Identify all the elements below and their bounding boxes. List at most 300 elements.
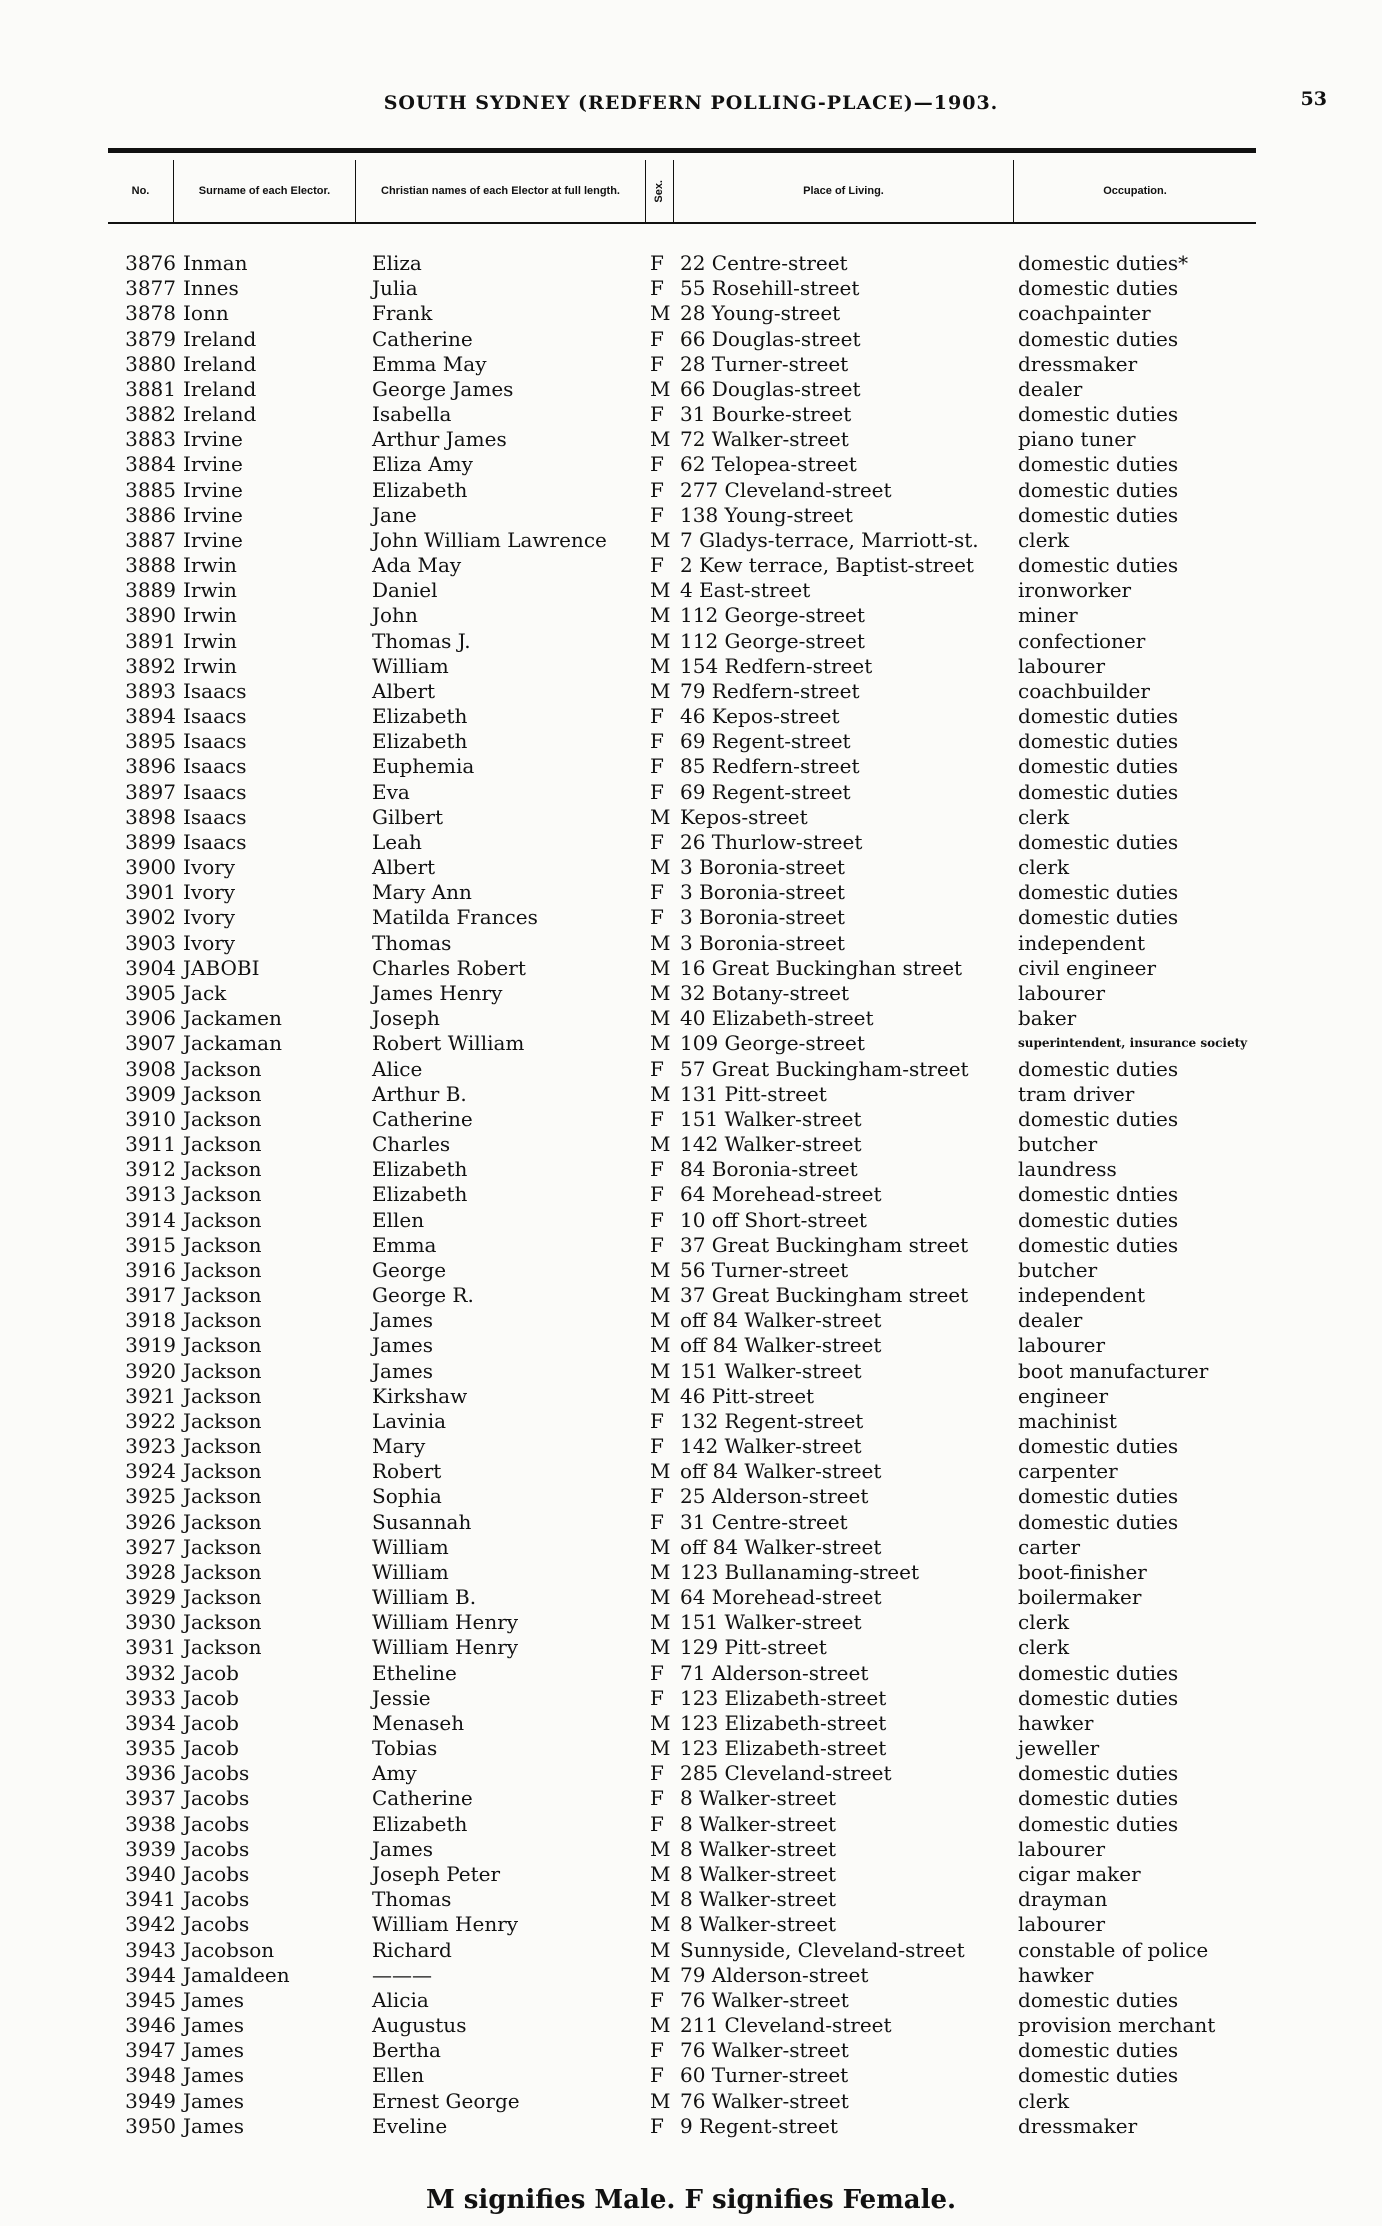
elector-number: 3891 <box>125 628 176 653</box>
elector-number: 3938 <box>125 1811 176 1836</box>
elector-occupation: domestic duties <box>1018 829 1179 854</box>
elector-christian-names: Ellen <box>372 1207 425 1232</box>
elector-sex: M <box>650 1358 671 1383</box>
table-row <box>0 1182 1382 1207</box>
elector-place: 84 Boronia-street <box>680 1157 858 1182</box>
elector-number: 3911 <box>125 1132 176 1157</box>
elector-christian-names: William Henry <box>372 1635 519 1660</box>
elector-place: 8 Walker-street <box>680 1811 837 1836</box>
elector-surname: Ireland <box>183 326 257 351</box>
elector-number: 3913 <box>125 1182 176 1207</box>
table-row <box>0 905 1382 930</box>
elector-place: 112 George-street <box>680 628 865 653</box>
elector-surname: Irvine <box>183 452 243 477</box>
elector-occupation: independent <box>1018 1283 1145 1308</box>
elector-place: 25 Alderson-street <box>680 1484 869 1509</box>
elector-place: 62 Telopea-street <box>680 452 857 477</box>
table-row <box>0 880 1382 905</box>
elector-sex: F <box>650 754 664 779</box>
elector-occupation: clerk <box>1018 855 1070 880</box>
elector-number: 3922 <box>125 1408 176 1433</box>
table-row <box>0 1333 1382 1358</box>
elector-occupation: cigar maker <box>1018 1862 1141 1886</box>
elector-sex: F <box>650 553 664 578</box>
table-row <box>0 654 1382 679</box>
table-row <box>0 1208 1382 1233</box>
elector-surname: Jackson <box>183 1610 262 1635</box>
elector-sex: F <box>650 1811 664 1836</box>
table-row <box>0 629 1382 654</box>
table-row <box>0 503 1382 528</box>
elector-sex: M <box>650 527 671 552</box>
elector-place: 32 Botany-street <box>680 980 850 1005</box>
elector-number: 3943 <box>125 1937 176 1962</box>
elector-surname: Isaacs <box>183 704 247 729</box>
elector-place: 85 Redfern-street <box>680 754 860 779</box>
elector-occupation: domestic duties <box>1018 1434 1179 1459</box>
elector-number: 3923 <box>125 1434 176 1459</box>
elector-occupation: clerk <box>1018 2088 1070 2113</box>
elector-place: 10 off Short-street <box>680 1207 867 1232</box>
elector-surname: Jacobs <box>183 1912 250 1937</box>
column-header-occupation: Occupation. <box>1103 184 1167 197</box>
elector-christian-names: George <box>372 1257 447 1282</box>
table-row <box>0 603 1382 628</box>
elector-sex: F <box>650 2113 664 2138</box>
table-row <box>0 855 1382 880</box>
elector-surname: Jackson <box>183 1056 262 1081</box>
elector-christian-names: Elizabeth <box>372 1157 468 1182</box>
elector-place: 46 Kepos-street <box>680 704 840 729</box>
elector-number: 3940 <box>125 1862 176 1886</box>
elector-surname: Isaacs <box>183 804 247 829</box>
elector-surname: James <box>183 2063 245 2088</box>
elector-place: 79 Alderson-street <box>680 1962 869 1987</box>
elector-sex: M <box>650 1610 671 1635</box>
elector-occupation: engineer <box>1018 1383 1109 1408</box>
elector-christian-names: Frank <box>372 301 433 326</box>
elector-place: 40 Elizabeth-street <box>680 1006 874 1031</box>
elector-place: 71 Alderson-street <box>680 1660 869 1685</box>
elector-occupation: domestic dnties <box>1018 1182 1179 1207</box>
column-header-sex-label: Sex. <box>653 179 666 203</box>
elector-occupation: domestic duties <box>1018 502 1179 527</box>
elector-christian-names: Ada May <box>372 553 462 578</box>
elector-christian-names: Euphemia <box>372 754 475 779</box>
elector-number: 3888 <box>125 553 176 578</box>
elector-occupation: coachbuilder <box>1018 678 1150 703</box>
elector-list <box>0 251 1382 2139</box>
elector-surname: Ivory <box>183 905 236 930</box>
elector-christian-names: Jane <box>372 502 417 527</box>
elector-place: 151 Walker-street <box>680 1106 862 1131</box>
elector-number: 3937 <box>125 1786 176 1811</box>
elector-surname: Isaacs <box>183 678 247 703</box>
elector-number: 3885 <box>125 477 176 502</box>
elector-surname: Jacob <box>183 1736 239 1761</box>
elector-christian-names: Mary <box>372 1434 426 1459</box>
elector-sex: M <box>650 1383 671 1408</box>
page-title: SOUTH SYDNEY (REDFERN POLLING-PLACE)—1903. <box>383 92 999 114</box>
elector-place: 31 Centre-street <box>680 1509 848 1534</box>
elector-place: 285 Cleveland-street <box>680 1761 892 1786</box>
elector-occupation: clerk <box>1018 527 1070 552</box>
elector-occupation: domestic duties <box>1018 276 1179 301</box>
elector-christian-names: Albert <box>372 855 436 880</box>
elector-place: 66 Douglas-street <box>680 326 861 351</box>
elector-number: 3896 <box>125 754 176 779</box>
elector-christian-names: Robert William <box>372 1031 525 1056</box>
elector-christian-names: Charles <box>372 1132 451 1157</box>
elector-occupation: domestic duties <box>1018 704 1179 729</box>
elector-sex: M <box>650 376 671 401</box>
elector-occupation: constable of police <box>1018 1937 1209 1962</box>
elector-sex: F <box>650 1987 664 2012</box>
elector-number: 3947 <box>125 2038 176 2063</box>
elector-sex: M <box>650 678 671 703</box>
elector-christian-names: Elizabeth <box>372 477 468 502</box>
elector-number: 3915 <box>125 1232 176 1257</box>
elector-surname: Innes <box>183 276 239 301</box>
table-row <box>0 1938 1382 1963</box>
elector-christian-names: William <box>372 653 449 678</box>
elector-place: 3 Boronia-street <box>680 880 845 905</box>
column-header-row <box>108 160 1256 224</box>
elector-christian-names: Richard <box>372 1937 452 1962</box>
elector-surname: Irvine <box>183 427 243 452</box>
elector-place: 112 George-street <box>680 603 865 628</box>
elector-surname: Jamaldeen <box>183 1962 290 1987</box>
elector-place: Sunnyside, Cleveland-street <box>680 1937 965 1962</box>
table-row <box>0 704 1382 729</box>
table-row <box>0 427 1382 452</box>
elector-christian-names: Elizabeth <box>372 1811 468 1836</box>
elector-sex: F <box>650 1106 664 1131</box>
elector-christian-names: Tobias <box>372 1736 438 1761</box>
elector-sex: F <box>650 829 664 854</box>
elector-number: 3886 <box>125 502 176 527</box>
elector-place: 56 Turner-street <box>680 1257 849 1282</box>
elector-surname: Irvine <box>183 502 243 527</box>
table-row <box>0 1031 1382 1056</box>
elector-surname: Jackson <box>183 1333 262 1358</box>
elector-number: 3920 <box>125 1358 176 1383</box>
elector-sex: F <box>650 880 664 905</box>
elector-surname: Jackamen <box>183 1006 282 1031</box>
elector-sex: M <box>650 603 671 628</box>
elector-occupation: domestic duties <box>1018 452 1179 477</box>
elector-number: 3910 <box>125 1106 176 1131</box>
table-row <box>0 301 1382 326</box>
elector-number: 3909 <box>125 1081 176 1106</box>
elector-christian-names: Emma <box>372 1232 437 1257</box>
elector-christian-names: Lavinia <box>372 1408 447 1433</box>
elector-christian-names: Elizabeth <box>372 704 468 729</box>
elector-sex: M <box>650 804 671 829</box>
elector-christian-names: William B. <box>372 1585 477 1610</box>
table-row <box>0 553 1382 578</box>
elector-christian-names: Eliza <box>372 251 422 275</box>
elector-number: 3931 <box>125 1635 176 1660</box>
sex-legend-footer: M signifies Male. F signifies Female. <box>425 2185 957 2215</box>
column-header-place: Place of Living. <box>674 160 1014 222</box>
table-row <box>0 931 1382 956</box>
elector-christian-names: Gilbert <box>372 804 444 829</box>
elector-occupation: domestic duties <box>1018 2063 1179 2088</box>
elector-place: 142 Walker-street <box>680 1132 862 1157</box>
elector-christian-names: Augustus <box>372 2013 467 2038</box>
table-row <box>0 578 1382 603</box>
elector-place: 79 Redfern-street <box>680 678 860 703</box>
elector-surname: Jackaman <box>183 1031 282 1056</box>
elector-number: 3900 <box>125 855 176 880</box>
elector-surname: Jacobson <box>183 1937 275 1962</box>
table-row <box>0 452 1382 477</box>
elector-number: 3914 <box>125 1207 176 1232</box>
elector-number: 3933 <box>125 1685 176 1710</box>
elector-sex: M <box>650 1132 671 1157</box>
elector-place: 16 Great Buckinghan street <box>680 955 963 980</box>
elector-christian-names: William <box>372 1559 449 1584</box>
elector-place: 64 Morehead-street <box>680 1585 882 1610</box>
table-row <box>0 1006 1382 1031</box>
elector-surname: Jacobs <box>183 1811 250 1836</box>
elector-sex: F <box>650 1182 664 1207</box>
elector-place: 154 Redfern-street <box>680 653 873 678</box>
elector-occupation: independent <box>1018 930 1145 955</box>
elector-number: 3904 <box>125 955 176 980</box>
elector-occupation: butcher <box>1018 1257 1098 1282</box>
elector-sex: M <box>650 1710 671 1735</box>
elector-sex: F <box>650 704 664 729</box>
elector-place: 28 Young-street <box>680 301 841 326</box>
elector-christian-names: William Henry <box>372 1610 519 1635</box>
elector-number: 3918 <box>125 1308 176 1333</box>
column-header-christian-names: Christian names of each Elector at full length. <box>356 160 646 222</box>
elector-number: 3877 <box>125 276 176 301</box>
elector-surname: Jacobs <box>183 1862 250 1886</box>
elector-place: 151 Walker-street <box>680 1610 862 1635</box>
elector-christian-names: Bertha <box>372 2038 441 2063</box>
elector-place: 3 Boronia-street <box>680 905 845 930</box>
elector-surname: Jacob <box>183 1710 239 1735</box>
table-row <box>0 1057 1382 1082</box>
elector-christian-names: Matilda Frances <box>372 905 538 930</box>
elector-number: 3928 <box>125 1559 176 1584</box>
elector-occupation: confectioner <box>1018 628 1146 653</box>
elector-occupation: hawker <box>1018 1710 1094 1735</box>
elector-christian-names: Thomas <box>372 1887 452 1912</box>
elector-occupation: domestic duties <box>1018 1987 1179 2012</box>
table-row <box>0 1258 1382 1283</box>
table-row <box>0 1283 1382 1308</box>
elector-surname: Jackson <box>183 1081 262 1106</box>
elector-place: 60 Turner-street <box>680 2063 849 2088</box>
table-row <box>0 1686 1382 1711</box>
elector-place: 46 Pitt-street <box>680 1383 815 1408</box>
elector-sex: M <box>650 2013 671 2038</box>
elector-surname: Jacobs <box>183 1761 250 1786</box>
elector-surname: Ireland <box>183 376 257 401</box>
elector-number: 3908 <box>125 1056 176 1081</box>
elector-place: 109 George-street <box>680 1031 865 1056</box>
elector-number: 3930 <box>125 1610 176 1635</box>
elector-sex: M <box>650 1836 671 1861</box>
elector-christian-names: Susannah <box>372 1509 472 1534</box>
table-row <box>0 729 1382 754</box>
elector-christian-names: Joseph <box>372 1006 440 1031</box>
elector-christian-names: William <box>372 1534 449 1559</box>
elector-christian-names: Eva <box>372 779 410 804</box>
elector-occupation: ironworker <box>1018 578 1132 603</box>
elector-occupation: clerk <box>1018 1635 1070 1660</box>
elector-christian-names: Julia <box>372 276 418 301</box>
elector-occupation: domestic duties <box>1018 553 1179 578</box>
elector-surname: James <box>183 2038 245 2063</box>
table-row <box>0 2114 1382 2139</box>
elector-occupation: machinist <box>1018 1408 1117 1433</box>
elector-occupation: provision merchant <box>1018 2013 1216 2038</box>
table-row <box>0 2089 1382 2114</box>
elector-occupation: miner <box>1018 603 1078 628</box>
elector-place: 55 Rosehill-street <box>680 276 860 301</box>
elector-surname: Jackson <box>183 1585 262 1610</box>
elector-occupation: piano tuner <box>1018 427 1136 452</box>
elector-number: 3880 <box>125 351 176 376</box>
elector-number: 3942 <box>125 1912 176 1937</box>
elector-sex: F <box>650 1685 664 1710</box>
elector-surname: Jacobs <box>183 1836 250 1861</box>
elector-occupation: labourer <box>1018 653 1106 678</box>
elector-number: 3902 <box>125 905 176 930</box>
table-row <box>0 1510 1382 1535</box>
elector-place: 22 Centre-street <box>680 251 848 275</box>
elector-sex: M <box>650 930 671 955</box>
table-row <box>0 1736 1382 1761</box>
elector-place: 8 Walker-street <box>680 1862 837 1886</box>
elector-number: 3932 <box>125 1660 176 1685</box>
elector-christian-names: Ernest George <box>372 2088 520 2113</box>
elector-surname: Jacob <box>183 1660 239 1685</box>
elector-surname: Irwin <box>183 653 237 678</box>
elector-occupation: domestic duties <box>1018 2038 1179 2063</box>
elector-place: 123 Elizabeth-street <box>680 1736 887 1761</box>
elector-christian-names: Emma May <box>372 351 487 376</box>
elector-sex: M <box>650 1962 671 1987</box>
elector-place: 69 Regent-street <box>680 779 851 804</box>
elector-occupation: domestic duties <box>1018 326 1179 351</box>
elector-occupation: domestic duties <box>1018 779 1179 804</box>
elector-sex: M <box>650 1862 671 1886</box>
elector-surname: Jackson <box>183 1635 262 1660</box>
elector-number: 3901 <box>125 880 176 905</box>
elector-sex: F <box>650 729 664 754</box>
table-row <box>0 1585 1382 1610</box>
header-rule <box>108 148 1256 153</box>
elector-surname: Jackson <box>183 1106 262 1131</box>
elector-occupation: drayman <box>1018 1887 1108 1912</box>
elector-surname: Irvine <box>183 527 243 552</box>
elector-christian-names: Elizabeth <box>372 1182 468 1207</box>
elector-occupation: domestic duties <box>1018 754 1179 779</box>
elector-number: 3884 <box>125 452 176 477</box>
elector-number: 3899 <box>125 829 176 854</box>
elector-occupation: dressmaker <box>1018 2113 1138 2138</box>
table-row <box>0 528 1382 553</box>
elector-occupation: domestic duties <box>1018 402 1179 427</box>
elector-christian-names: Sophia <box>372 1484 442 1509</box>
elector-number: 3949 <box>125 2088 176 2113</box>
elector-occupation: baker <box>1018 1006 1077 1031</box>
elector-occupation: domestic duties* <box>1018 251 1189 275</box>
elector-surname: Jackson <box>183 1559 262 1584</box>
elector-christian-names: Catherine <box>372 326 473 351</box>
elector-place: 8 Walker-street <box>680 1887 837 1912</box>
elector-surname: Irwin <box>183 628 237 653</box>
elector-sex: M <box>650 1635 671 1660</box>
table-row <box>0 956 1382 981</box>
elector-surname: Ivory <box>183 930 236 955</box>
elector-place: 76 Walker-street <box>680 2088 849 2113</box>
elector-sex: F <box>650 1660 664 1685</box>
table-row <box>0 352 1382 377</box>
elector-occupation: boilermaker <box>1018 1585 1142 1610</box>
table-row <box>0 2063 1382 2088</box>
elector-occupation: boot manufacturer <box>1018 1358 1209 1383</box>
elector-sex: M <box>650 2088 671 2113</box>
table-row <box>0 1459 1382 1484</box>
elector-christian-names: Etheline <box>372 1660 457 1685</box>
elector-occupation: clerk <box>1018 1610 1070 1635</box>
elector-sex: F <box>650 351 664 376</box>
table-row <box>0 1484 1382 1509</box>
elector-surname: Jackson <box>183 1257 262 1282</box>
elector-occupation: butcher <box>1018 1132 1098 1157</box>
elector-sex: F <box>650 326 664 351</box>
table-row <box>0 1912 1382 1937</box>
elector-christian-names: John William Lawrence <box>372 527 607 552</box>
elector-occupation: civil engineer <box>1018 955 1157 980</box>
elector-surname: Irwin <box>183 578 237 603</box>
elector-occupation: domestic duties <box>1018 1484 1179 1509</box>
elector-christian-names: Robert <box>372 1459 442 1484</box>
elector-sex: F <box>650 905 664 930</box>
elector-number: 3881 <box>125 376 176 401</box>
table-row <box>0 1711 1382 1736</box>
elector-surname: Isaacs <box>183 829 247 854</box>
elector-christian-names: Eliza Amy <box>372 452 473 477</box>
elector-christian-names: William Henry <box>372 1912 519 1937</box>
elector-sex: M <box>650 1736 671 1761</box>
elector-christian-names: Charles Robert <box>372 955 526 980</box>
elector-place: Kepos-street <box>680 804 808 829</box>
elector-place: 3 Boronia-street <box>680 855 845 880</box>
elector-number: 3903 <box>125 930 176 955</box>
elector-sex: M <box>650 301 671 326</box>
elector-surname: Jackson <box>183 1283 262 1308</box>
elector-number: 3944 <box>125 1962 176 1987</box>
elector-number: 3919 <box>125 1333 176 1358</box>
elector-number: 3921 <box>125 1383 176 1408</box>
table-row <box>0 2038 1382 2063</box>
elector-occupation: boot-finisher <box>1018 1559 1147 1584</box>
elector-number: 3882 <box>125 402 176 427</box>
table-row <box>0 1887 1382 1912</box>
table-row <box>0 1434 1382 1459</box>
elector-sex: F <box>650 1232 664 1257</box>
elector-christian-names: Ellen <box>372 2063 425 2088</box>
elector-place: 123 Elizabeth-street <box>680 1710 887 1735</box>
